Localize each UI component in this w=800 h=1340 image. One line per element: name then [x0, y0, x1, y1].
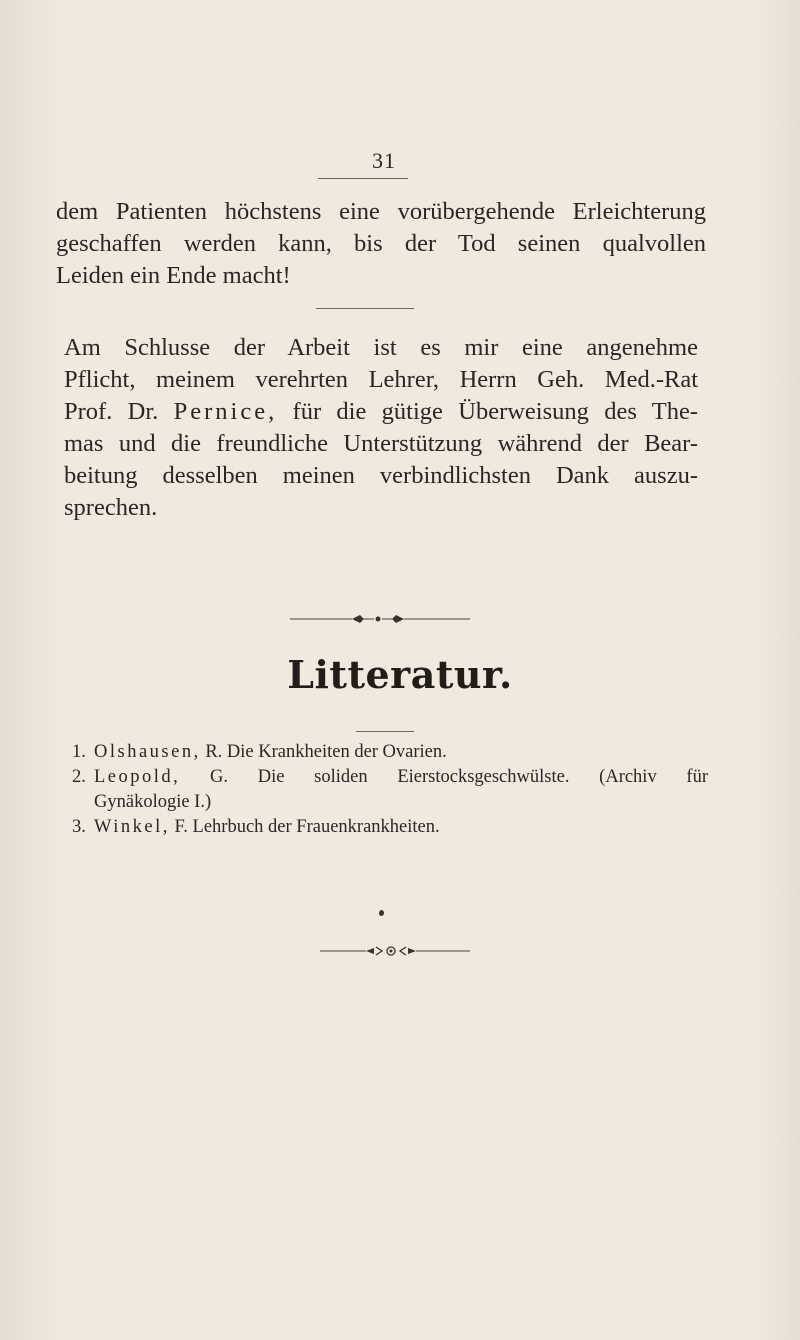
reference-line — [94, 765, 708, 790]
reference-text: G. Die soliden Eierstocksgeschwülste. (Archiv für — [210, 767, 708, 787]
ink-spot — [379, 910, 384, 916]
reference-text: F. Lehrbuch der Frauenkrankheiten. — [174, 817, 440, 837]
paragraph-line: Leiden ein Ende macht! — [56, 262, 291, 289]
reference-line — [94, 740, 708, 765]
reference-item — [72, 815, 708, 840]
paragraph-line: dem Patienten höchstens eine vorübergehende Erleichterung — [56, 198, 706, 225]
closing-paragraph — [56, 196, 706, 292]
reference-text: R. Die Krankheiten der Ovarien. — [205, 742, 447, 762]
reference-number: 3. — [72, 817, 86, 837]
reference-author: Winkel, — [94, 817, 170, 837]
professor-name: Pernice, — [173, 398, 278, 425]
paragraph-line — [64, 396, 698, 428]
paragraph-line: beitung desselben meinen verbindlichsten Dank auszu- — [64, 462, 698, 489]
reference-list — [72, 740, 708, 840]
section-divider — [316, 308, 414, 309]
title-text: Prof. Dr. — [64, 398, 159, 425]
header-rule — [318, 178, 408, 179]
reference-item — [72, 740, 708, 765]
paragraph-line: Pflicht, meinem verehrten Lehrer, Herrn Geh. Med.-Rat — [64, 366, 698, 393]
reference-number: 2. — [72, 767, 86, 787]
page-number: 31 — [372, 148, 396, 173]
heading-rule — [356, 731, 414, 732]
reference-line — [94, 815, 708, 840]
paragraph-line: Am Schlusse der Arbeit ist es mir eine angenehme — [64, 334, 698, 361]
reference-author: Olshausen, — [94, 742, 201, 762]
reference-author: Leopold, — [94, 767, 181, 787]
acknowledgement-paragraph — [64, 332, 698, 524]
section-heading: Litteratur. — [287, 652, 513, 697]
decorative-ornament-icon — [290, 612, 470, 626]
reference-number: 1. — [72, 742, 86, 762]
paragraph-line: mas und die freundliche Unterstützung während der Bear- — [64, 430, 698, 457]
paragraph-line: sprechen. — [64, 494, 158, 521]
line-text: für die gütige Überweisung des The- — [292, 398, 698, 425]
end-ornament-icon — [320, 944, 470, 958]
reference-item — [72, 765, 708, 815]
paragraph-line: geschaffen werden kann, bis der Tod seinen qualvollen — [56, 230, 706, 257]
reference-line: Gynäkologie I.) — [94, 792, 212, 812]
